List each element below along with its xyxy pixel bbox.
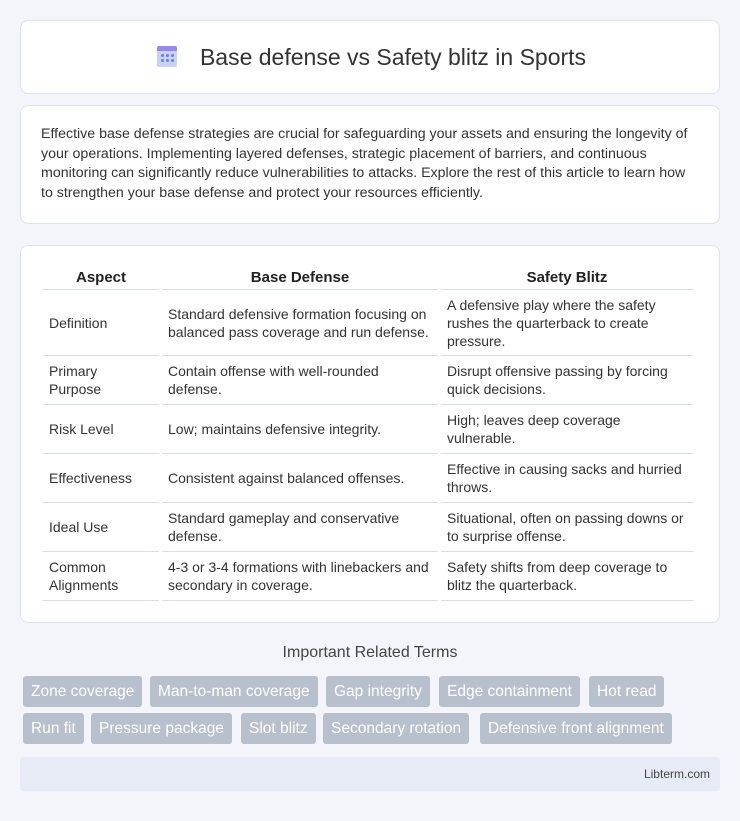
row-base-defense: 4-3 or 3-4 formations with linebackers and secondary in coverage.: [162, 552, 438, 601]
row-aspect: Definition: [43, 290, 159, 356]
row-safety-blitz: Safety shifts from deep coverage to blitz the quarterback.: [441, 552, 693, 601]
row-safety-blitz: High; leaves deep coverage vulnerable.: [441, 405, 693, 454]
header-aspect: Aspect: [43, 264, 159, 290]
table-row: [43, 405, 693, 454]
tag-hot-read[interactable]: Hot read: [589, 676, 664, 707]
row-base-defense: Consistent against balanced offenses.: [162, 454, 438, 503]
row-base-defense: Contain offense with well-rounded defense.: [162, 356, 438, 405]
intro-text: Effective base defense strategies are crucial for safeguarding your assets and ensuring the longevity of your operations. Implementing layered defenses, strategic placement of barriers, and continuous monitoring can significantly reduce vulnerabilities to attacks. Explore the rest of this article to learn how to strengthen your base defense and protect your resources efficiently.: [41, 126, 688, 201]
row-safety-blitz: Effective in causing sacks and hurried throws.: [441, 454, 693, 503]
page-title: Base defense vs Safety blitz in Sports: [199, 43, 587, 70]
related-terms-title: Important Related Terms: [282, 644, 458, 661]
tag-zone-coverage[interactable]: Zone coverage: [23, 676, 142, 707]
row-safety-blitz: Disrupt offensive passing by forcing quick decisions.: [441, 356, 693, 405]
table-row: [43, 356, 693, 405]
calendar-icon: [154, 44, 180, 70]
tag-edge-containment[interactable]: Edge containment: [439, 676, 580, 707]
row-safety-blitz: A defensive play where the safety rushes the quarterback to create pressure.: [441, 290, 693, 356]
row-aspect: Ideal Use: [43, 503, 159, 552]
footer: [20, 757, 720, 791]
tag-run-fit[interactable]: Run fit: [23, 713, 84, 744]
table-row: [43, 552, 693, 601]
row-aspect: Common Alignments: [43, 552, 159, 601]
table-row: [43, 503, 693, 552]
tag-pressure-package[interactable]: Pressure package: [91, 713, 232, 744]
table-header-row: [43, 264, 693, 290]
row-base-defense: Standard gameplay and conservative defense.: [162, 503, 438, 552]
row-safety-blitz: Situational, often on passing downs or to surprise offense.: [441, 503, 693, 552]
intro-card: [20, 105, 720, 224]
row-aspect: Effectiveness: [43, 454, 159, 503]
row-aspect: Primary Purpose: [43, 356, 159, 405]
header-safety-blitz: Safety Blitz: [441, 264, 693, 290]
footer-brand[interactable]: Libterm.com: [643, 767, 710, 781]
comparison-card: [20, 245, 720, 623]
tag-secondary-rotation[interactable]: Secondary rotation: [323, 713, 469, 744]
comparison-table: [40, 264, 696, 601]
row-base-defense: Standard defensive formation focusing on balanced pass coverage and run defense.: [162, 290, 438, 356]
tag-gap-integrity[interactable]: Gap integrity: [326, 676, 430, 707]
row-aspect: Risk Level: [43, 405, 159, 454]
page-header: [20, 20, 720, 94]
tag-man-to-man-coverage[interactable]: Man-to-man coverage: [150, 676, 318, 707]
table-row: [43, 454, 693, 503]
tag-defensive-front-alignment[interactable]: Defensive front alignment: [480, 713, 672, 744]
row-base-defense: Low; maintains defensive integrity.: [162, 405, 438, 454]
table-row: [43, 290, 693, 356]
header-base-defense: Base Defense: [162, 264, 438, 290]
tag-slot-blitz[interactable]: Slot blitz: [241, 713, 316, 744]
